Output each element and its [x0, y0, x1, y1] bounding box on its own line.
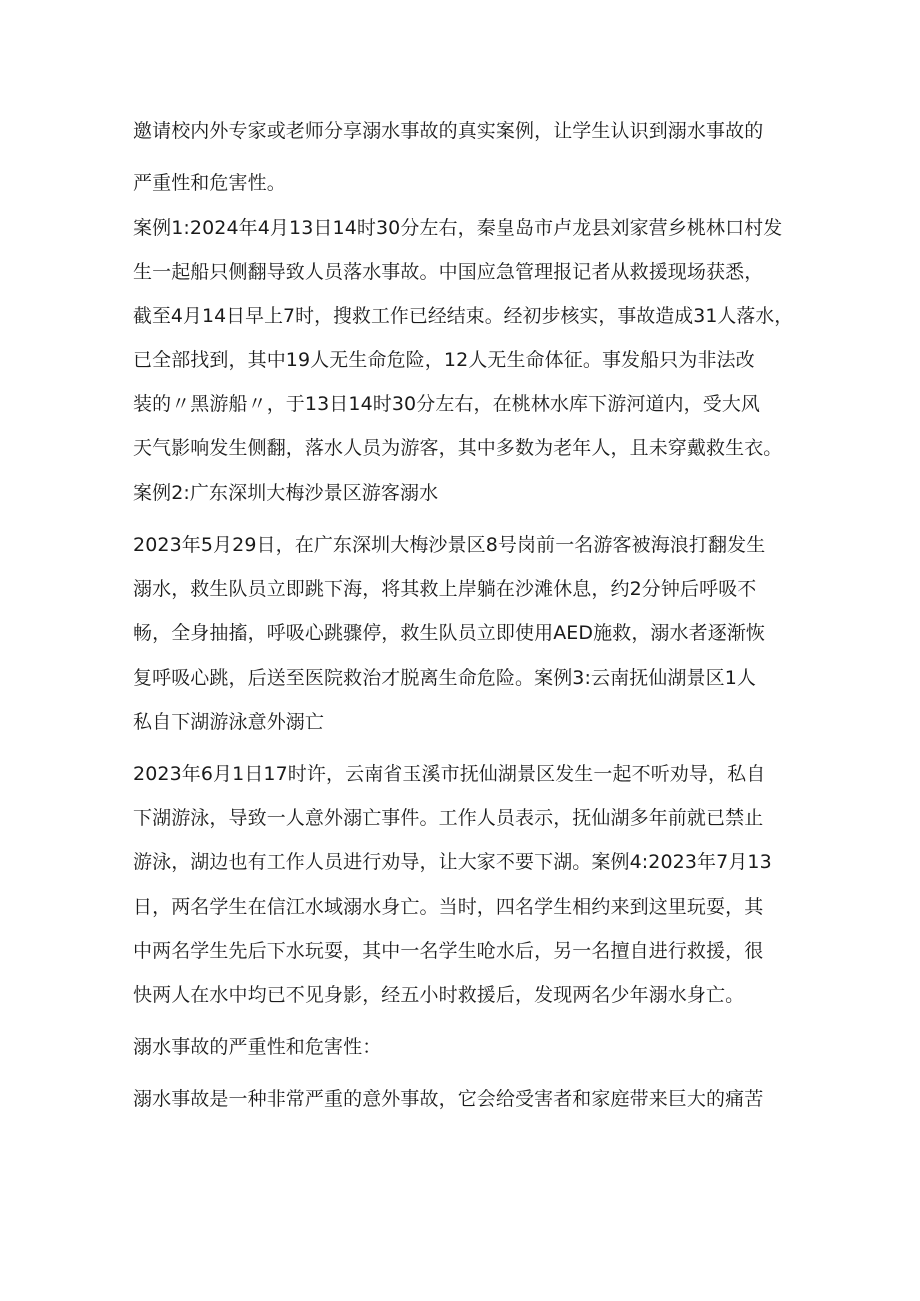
text-line: 快两人在水中均已不见身影，经五小时救援后，发现两名少年溺水身亡。 [133, 984, 745, 1006]
text-line: 畅，全身抽搐，呼吸心跳骤停，救生队员立即使用AED施救，溺水者逐渐恢 [133, 622, 766, 644]
text-line: 生一起船只侧翻导致人员落水事故。中国应急管理报记者从救援现场获悉， [133, 261, 764, 283]
text-line: 下湖游泳，导致一人意外溺亡事件。工作人员表示，抚仙湖多年前就已禁止 [133, 807, 764, 829]
text-line: 邀请校内外专家或老师分享溺水事故的真实案例，让学生认识到溺水事故的 [133, 120, 764, 142]
text-line: 溺水事故是一种非常严重的意外事故，它会给受害者和家庭带来巨大的痛苦 [133, 1088, 764, 1110]
text-line: 溺水事故的严重性和危害性： [133, 1036, 382, 1058]
text-line: 截至4月14日早上7时，搜救工作已经结束。经初步核实，事故造成31人落水， [133, 305, 794, 327]
text-line: 装的〃黑游船〃，于13日14时30分左右，在桃林水库下游河道内，受大风 [133, 393, 761, 415]
text-line: 2023年6月1日17时许，云南省玉溪市抚仙湖景区发生一起不听劝导，私自 [133, 763, 766, 785]
text-line: 溺水，救生队员立即跳下海，将其救上岸躺在沙滩休息，约2分钟后呼吸不 [133, 578, 757, 600]
text-line: 中两名学生先后下水玩耍，其中一名学生呛水后，另一名擅自进行救援，很 [133, 940, 764, 962]
text-line: 2023年5月29日，在广东深圳大梅沙景区8号岗前一名游客被海浪打翻发生 [133, 534, 766, 556]
text-line: 严重性和危害性。 [133, 172, 286, 194]
text-line: 已全部找到，其中19人无生命危险，12人无生命体征。事发船只为非法改 [133, 349, 755, 371]
text-line: 天气影响发生侧翻，落水人员为游客，其中多数为老年人，且未穿戴救生衣。 [133, 437, 783, 459]
text-line: 案例1:2024年4月13日14时30分左右，秦皇岛市卢龙县刘家营乡桃林口村发 [133, 217, 783, 239]
text-line: 游泳，湖边也有工作人员进行劝导，让大家不要下湖。案例4:2023年7月13 [133, 851, 772, 873]
text-line: 案例2:广东深圳大梅沙景区游客溺水 [133, 482, 439, 504]
text-line: 复呼吸心跳，后送至医院救治才脱离生命危险。案例3:云南抚仙湖景区1人 [133, 667, 756, 689]
text-line: 日，两名学生在信江水域溺水身亡。当时，四名学生相约来到这里玩耍，其 [133, 896, 764, 918]
text-line: 私自下湖游泳意外溺亡 [133, 711, 325, 733]
